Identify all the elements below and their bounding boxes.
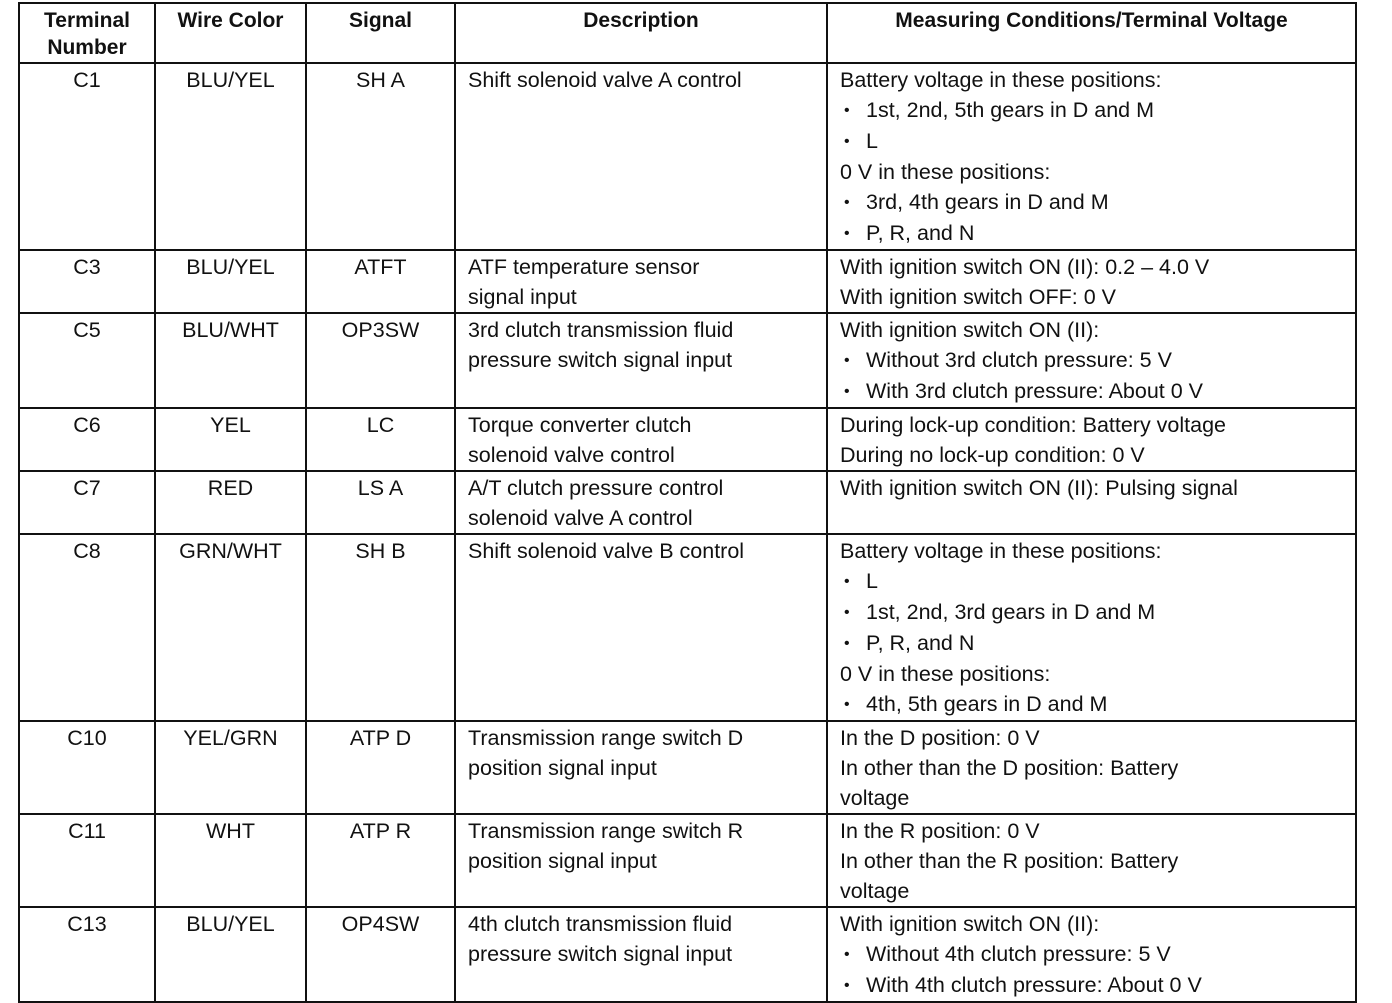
description-line: solenoid valve A control <box>468 506 693 530</box>
description-line: pressure switch signal input <box>468 348 733 372</box>
signal-cell: ATP R <box>306 814 455 907</box>
terminal-cell: C6 <box>19 408 155 471</box>
measuring-bullet-item: • P, R, and N <box>840 218 1355 249</box>
measuring-line: With ignition switch ON (II): 0.2 – 4.0 V <box>840 255 1210 279</box>
terminal-cell: C5 <box>19 313 155 408</box>
measuring-line: voltage <box>840 879 910 903</box>
table-row <box>19 721 1356 814</box>
description-line: position signal input <box>468 756 657 780</box>
terminal-cell: C3 <box>19 250 155 313</box>
description-cell <box>455 721 827 814</box>
description-cell <box>455 63 827 250</box>
table-row <box>19 534 1356 721</box>
measuring-bullet-item: • 1st, 2nd, 3rd gears in D and M <box>840 597 1355 628</box>
measuring-line: With ignition switch ON (II): <box>840 912 1100 936</box>
wire-cell: BLU/YEL <box>155 907 306 1002</box>
signal-cell: OP3SW <box>306 313 455 408</box>
table-row <box>19 250 1356 313</box>
header-wire-color: Wire Color <box>155 3 306 63</box>
header-terminal-line2: Number <box>47 36 127 59</box>
measuring-cell <box>827 907 1356 1002</box>
measuring-line: In other than the R position: Battery <box>840 849 1179 873</box>
table-body <box>19 63 1356 1002</box>
terminal-cell: C7 <box>19 471 155 534</box>
signal-cell: SH B <box>306 534 455 721</box>
header-description: Description <box>455 3 827 63</box>
measuring-bullet-item: • With 3rd clutch pressure: About 0 V <box>840 376 1355 407</box>
measuring-line: During lock-up condition: Battery voltage <box>840 413 1227 437</box>
wire-cell: BLU/YEL <box>155 63 306 250</box>
description-cell <box>455 408 827 471</box>
measuring-bullet-item: • Without 3rd clutch pressure: 5 V <box>840 345 1355 376</box>
terminal-cell: C11 <box>19 814 155 907</box>
header-terminal-line1: Terminal <box>44 9 130 32</box>
description-line: position signal input <box>468 849 657 873</box>
signal-cell: LS A <box>306 471 455 534</box>
measuring-bullet-item: • With 4th clutch pressure: About 0 V <box>840 970 1355 1001</box>
measuring-cell <box>827 63 1356 250</box>
measuring-line: Battery voltage in these positions: <box>840 539 1162 563</box>
wire-cell: BLU/WHT <box>155 313 306 408</box>
measuring-bullet-item: • 3rd, 4th gears in D and M <box>840 187 1355 218</box>
signal-cell: OP4SW <box>306 907 455 1002</box>
measuring-bullet-item: • 4th, 5th gears in D and M <box>840 689 1355 720</box>
measuring-bullet-item: • Without 4th clutch pressure: 5 V <box>840 939 1355 970</box>
description-line: 3rd clutch transmission fluid <box>468 318 734 342</box>
terminal-cell: C13 <box>19 907 155 1002</box>
wire-cell: RED <box>155 471 306 534</box>
wire-cell: YEL <box>155 408 306 471</box>
terminal-cell: C8 <box>19 534 155 721</box>
measuring-bullet-item: • L <box>840 566 1355 597</box>
table-row <box>19 63 1356 250</box>
table-row <box>19 313 1356 408</box>
wire-cell: BLU/YEL <box>155 250 306 313</box>
header-measuring-conditions: Measuring Conditions/Terminal Voltage <box>827 3 1356 63</box>
signal-cell: ATP D <box>306 721 455 814</box>
measuring-line: 0 V in these positions: <box>840 662 1051 686</box>
wire-cell: YEL/GRN <box>155 721 306 814</box>
terminal-voltage-table <box>18 2 1357 1003</box>
description-line: pressure switch signal input <box>468 942 733 966</box>
measuring-cell <box>827 814 1356 907</box>
description-line: 4th clutch transmission fluid <box>468 912 733 936</box>
table-row <box>19 471 1356 534</box>
measuring-line: With ignition switch ON (II): <box>840 318 1100 342</box>
measuring-cell <box>827 721 1356 814</box>
signal-cell: SH A <box>306 63 455 250</box>
measuring-line: In the R position: 0 V <box>840 819 1040 843</box>
terminal-cell: C10 <box>19 721 155 814</box>
description-line: Transmission range switch D <box>468 726 744 750</box>
measuring-bullet-item: • L <box>840 126 1355 157</box>
measuring-line: 0 V in these positions: <box>840 160 1051 184</box>
measuring-line: In the D position: 0 V <box>840 726 1040 750</box>
terminal-cell: C1 <box>19 63 155 250</box>
description-cell <box>455 907 827 1002</box>
measuring-bullet-item: • 1st, 2nd, 5th gears in D and M <box>840 95 1355 126</box>
measuring-cell <box>827 471 1356 534</box>
description-line: signal input <box>468 285 577 309</box>
description-cell <box>455 313 827 408</box>
description-line: Shift solenoid valve B control <box>468 539 745 563</box>
table-row <box>19 907 1356 1002</box>
header-row <box>19 3 1356 63</box>
measuring-line: During no lock-up condition: 0 V <box>840 443 1145 467</box>
wire-cell: GRN/WHT <box>155 534 306 721</box>
description-line: solenoid valve control <box>468 443 675 467</box>
measuring-bullet-item: • P, R, and N <box>840 628 1355 659</box>
description-cell <box>455 471 827 534</box>
header-signal: Signal <box>306 3 455 63</box>
signal-cell: ATFT <box>306 250 455 313</box>
description-cell <box>455 534 827 721</box>
measuring-line: In other than the D position: Battery <box>840 756 1179 780</box>
measuring-cell <box>827 408 1356 471</box>
measuring-line: With ignition switch OFF: 0 V <box>840 285 1116 309</box>
header-terminal-number <box>19 3 155 63</box>
measuring-cell <box>827 534 1356 721</box>
description-line: Transmission range switch R <box>468 819 744 843</box>
description-line: A/T clutch pressure control <box>468 476 724 500</box>
signal-cell: LC <box>306 408 455 471</box>
description-line: ATF temperature sensor <box>468 255 700 279</box>
table-row <box>19 814 1356 907</box>
measuring-cell <box>827 313 1356 408</box>
measuring-cell <box>827 250 1356 313</box>
table-row <box>19 408 1356 471</box>
description-line: Torque converter clutch <box>468 413 692 437</box>
measuring-line: voltage <box>840 786 910 810</box>
description-cell <box>455 250 827 313</box>
measuring-line: With ignition switch ON (II): Pulsing signal <box>840 476 1238 500</box>
description-line: Shift solenoid valve A control <box>468 68 742 92</box>
wire-cell: WHT <box>155 814 306 907</box>
measuring-line: Battery voltage in these positions: <box>840 68 1162 92</box>
description-cell <box>455 814 827 907</box>
